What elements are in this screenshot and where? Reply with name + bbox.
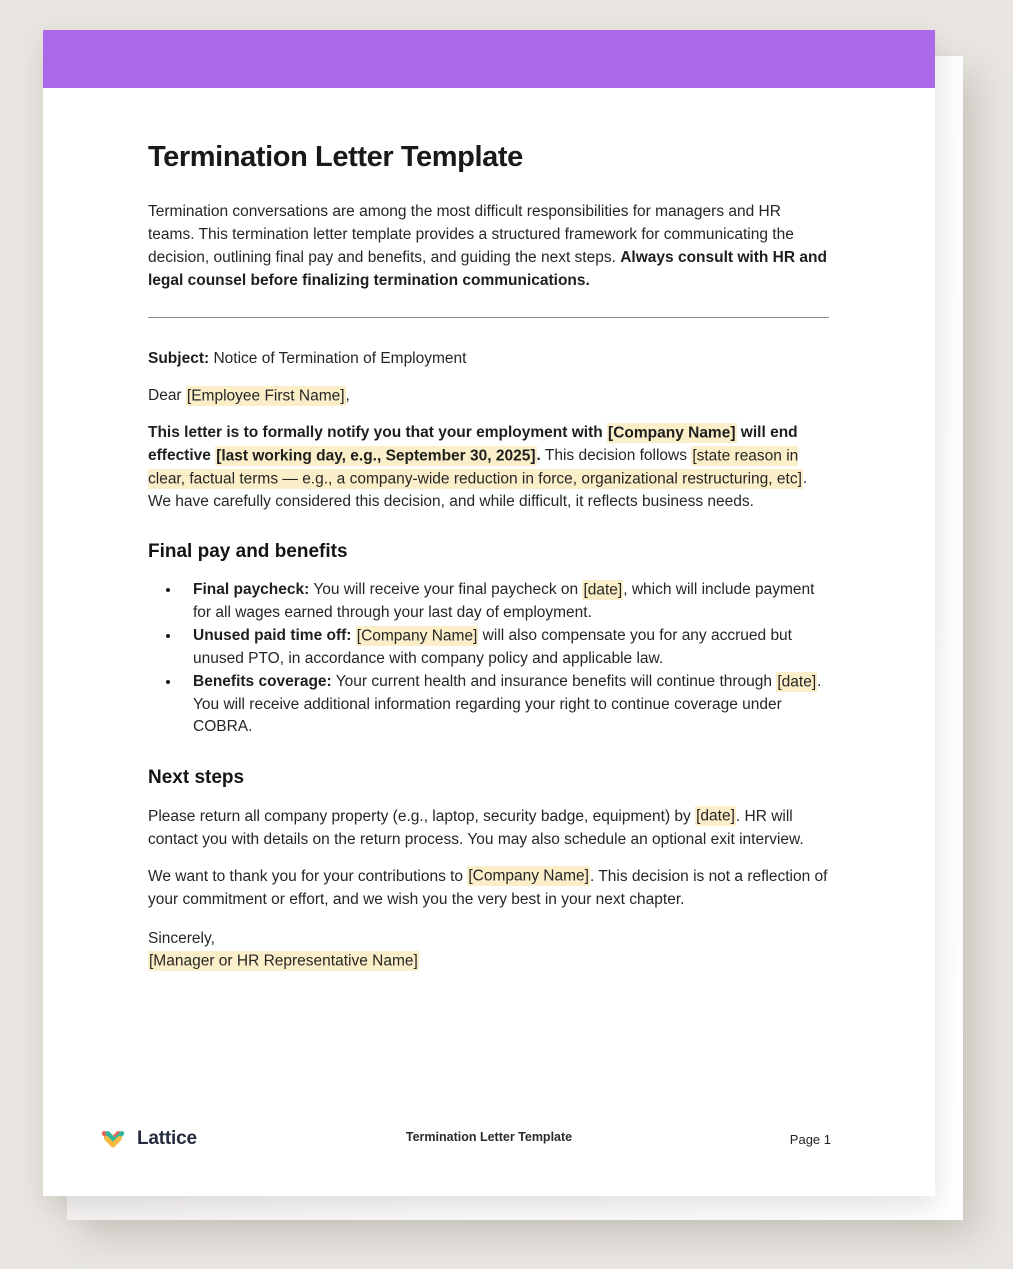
bullet-text: Your current health and insurance benefits will continue through	[331, 673, 777, 690]
placeholder-company-name: [Company Name]	[608, 424, 736, 441]
greeting-suffix: ,	[345, 387, 350, 404]
final-pay-bullet-list	[148, 579, 829, 739]
intro-paragraph	[148, 200, 829, 292]
intro-text: Termination conversations are among the most difficult responsibilities for managers and HR teams. This termination letter template provides a structured framework for communicating the decision, outlining final pay and benefits, and guiding the next steps.	[148, 203, 794, 266]
heading-final-pay: Final pay and benefits	[148, 541, 348, 562]
section-divider	[148, 317, 829, 318]
subject-line	[148, 347, 829, 370]
thanks-text: . This decision is not a reflection of your commitment or effort, and we wish you the very best in your next chapter.	[148, 867, 828, 908]
lattice-wordmark: Lattice	[137, 1128, 197, 1149]
notify-text-1: This letter is to formally notify you that your employment with	[148, 424, 608, 441]
next-steps-text: Please return all company property (e.g., laptop, security badge, equipment) by	[148, 807, 696, 825]
next-steps-text: . HR will contact you with details on the return process. You may also schedule an optional exit interview.	[148, 807, 804, 848]
signoff-sincerely: Sincerely,	[148, 929, 215, 947]
heading-next-steps: Next steps	[148, 766, 245, 788]
page-title: Termination Letter Template	[148, 141, 523, 173]
placeholder-company-name: [Company Name]	[468, 867, 589, 885]
placeholder-manager-name: [Manager or HR Representative Name]	[149, 952, 418, 970]
signoff-block	[148, 927, 829, 973]
placeholder-company-name: [Company Name]	[356, 627, 478, 644]
notify-text-3: .	[536, 447, 541, 464]
bullet-text: will also compensate you for any accrued but unused PTO, in accordance with company policy and applicable law.	[193, 627, 792, 667]
subject-label: Subject:	[148, 350, 210, 367]
footer-page-number: Page 1	[789, 1131, 831, 1147]
placeholder-date: [date]	[696, 807, 735, 825]
notify-text-2: will end effective	[148, 424, 798, 464]
bullet-text: You will receive your final paycheck on	[309, 581, 583, 598]
placeholder-date: [date]	[583, 581, 623, 598]
document-content	[43, 88, 935, 973]
bullet-label: Benefits coverage:	[193, 673, 332, 690]
page-footer	[98, 1126, 831, 1152]
next-steps-paragraph-1	[148, 805, 829, 851]
bullet-label: Final paycheck:	[193, 581, 310, 598]
bullet-benefits-coverage	[181, 671, 829, 739]
greeting-line	[148, 384, 829, 407]
bullet-label: Unused paid time off:	[193, 627, 352, 644]
subject-text: Notice of Termination of Employment	[209, 350, 467, 367]
notify-text-5: . We have carefully considered this decision, and while difficult, it reflects business needs.	[148, 470, 808, 510]
placeholder-date: [date]	[777, 673, 817, 690]
header-accent-bar	[43, 30, 935, 88]
next-steps-paragraph-2	[148, 865, 829, 911]
placeholder-employee-first-name: [Employee First Name]	[186, 387, 345, 404]
bullet-text: . You will receive additional information regarding your right to continue coverage under COBRA.	[193, 673, 822, 735]
bullet-unused-pto	[181, 625, 829, 670]
footer-document-title: Termination Letter Template	[405, 1130, 573, 1144]
thanks-text: We want to thank you for your contributions to	[148, 867, 468, 885]
bullet-text: , which will include payment for all wages earned through your last day of employment.	[193, 581, 815, 621]
intro-bold-note: Always consult with HR and legal counsel before finalizing termination communications.	[148, 249, 827, 289]
notification-paragraph	[148, 421, 829, 513]
bullet-final-paycheck	[181, 579, 829, 624]
placeholder-termination-reason: [state reason in clear, factual terms — e.g., a company-wide reduction in force, organizational restructuring, etc]	[148, 447, 802, 487]
placeholder-last-working-day: [last working day, e.g., September 30, 2025]	[216, 447, 536, 464]
greeting-prefix: Dear	[148, 387, 186, 404]
notify-text-4: This decision follows	[540, 447, 692, 464]
document-page	[43, 30, 935, 1196]
